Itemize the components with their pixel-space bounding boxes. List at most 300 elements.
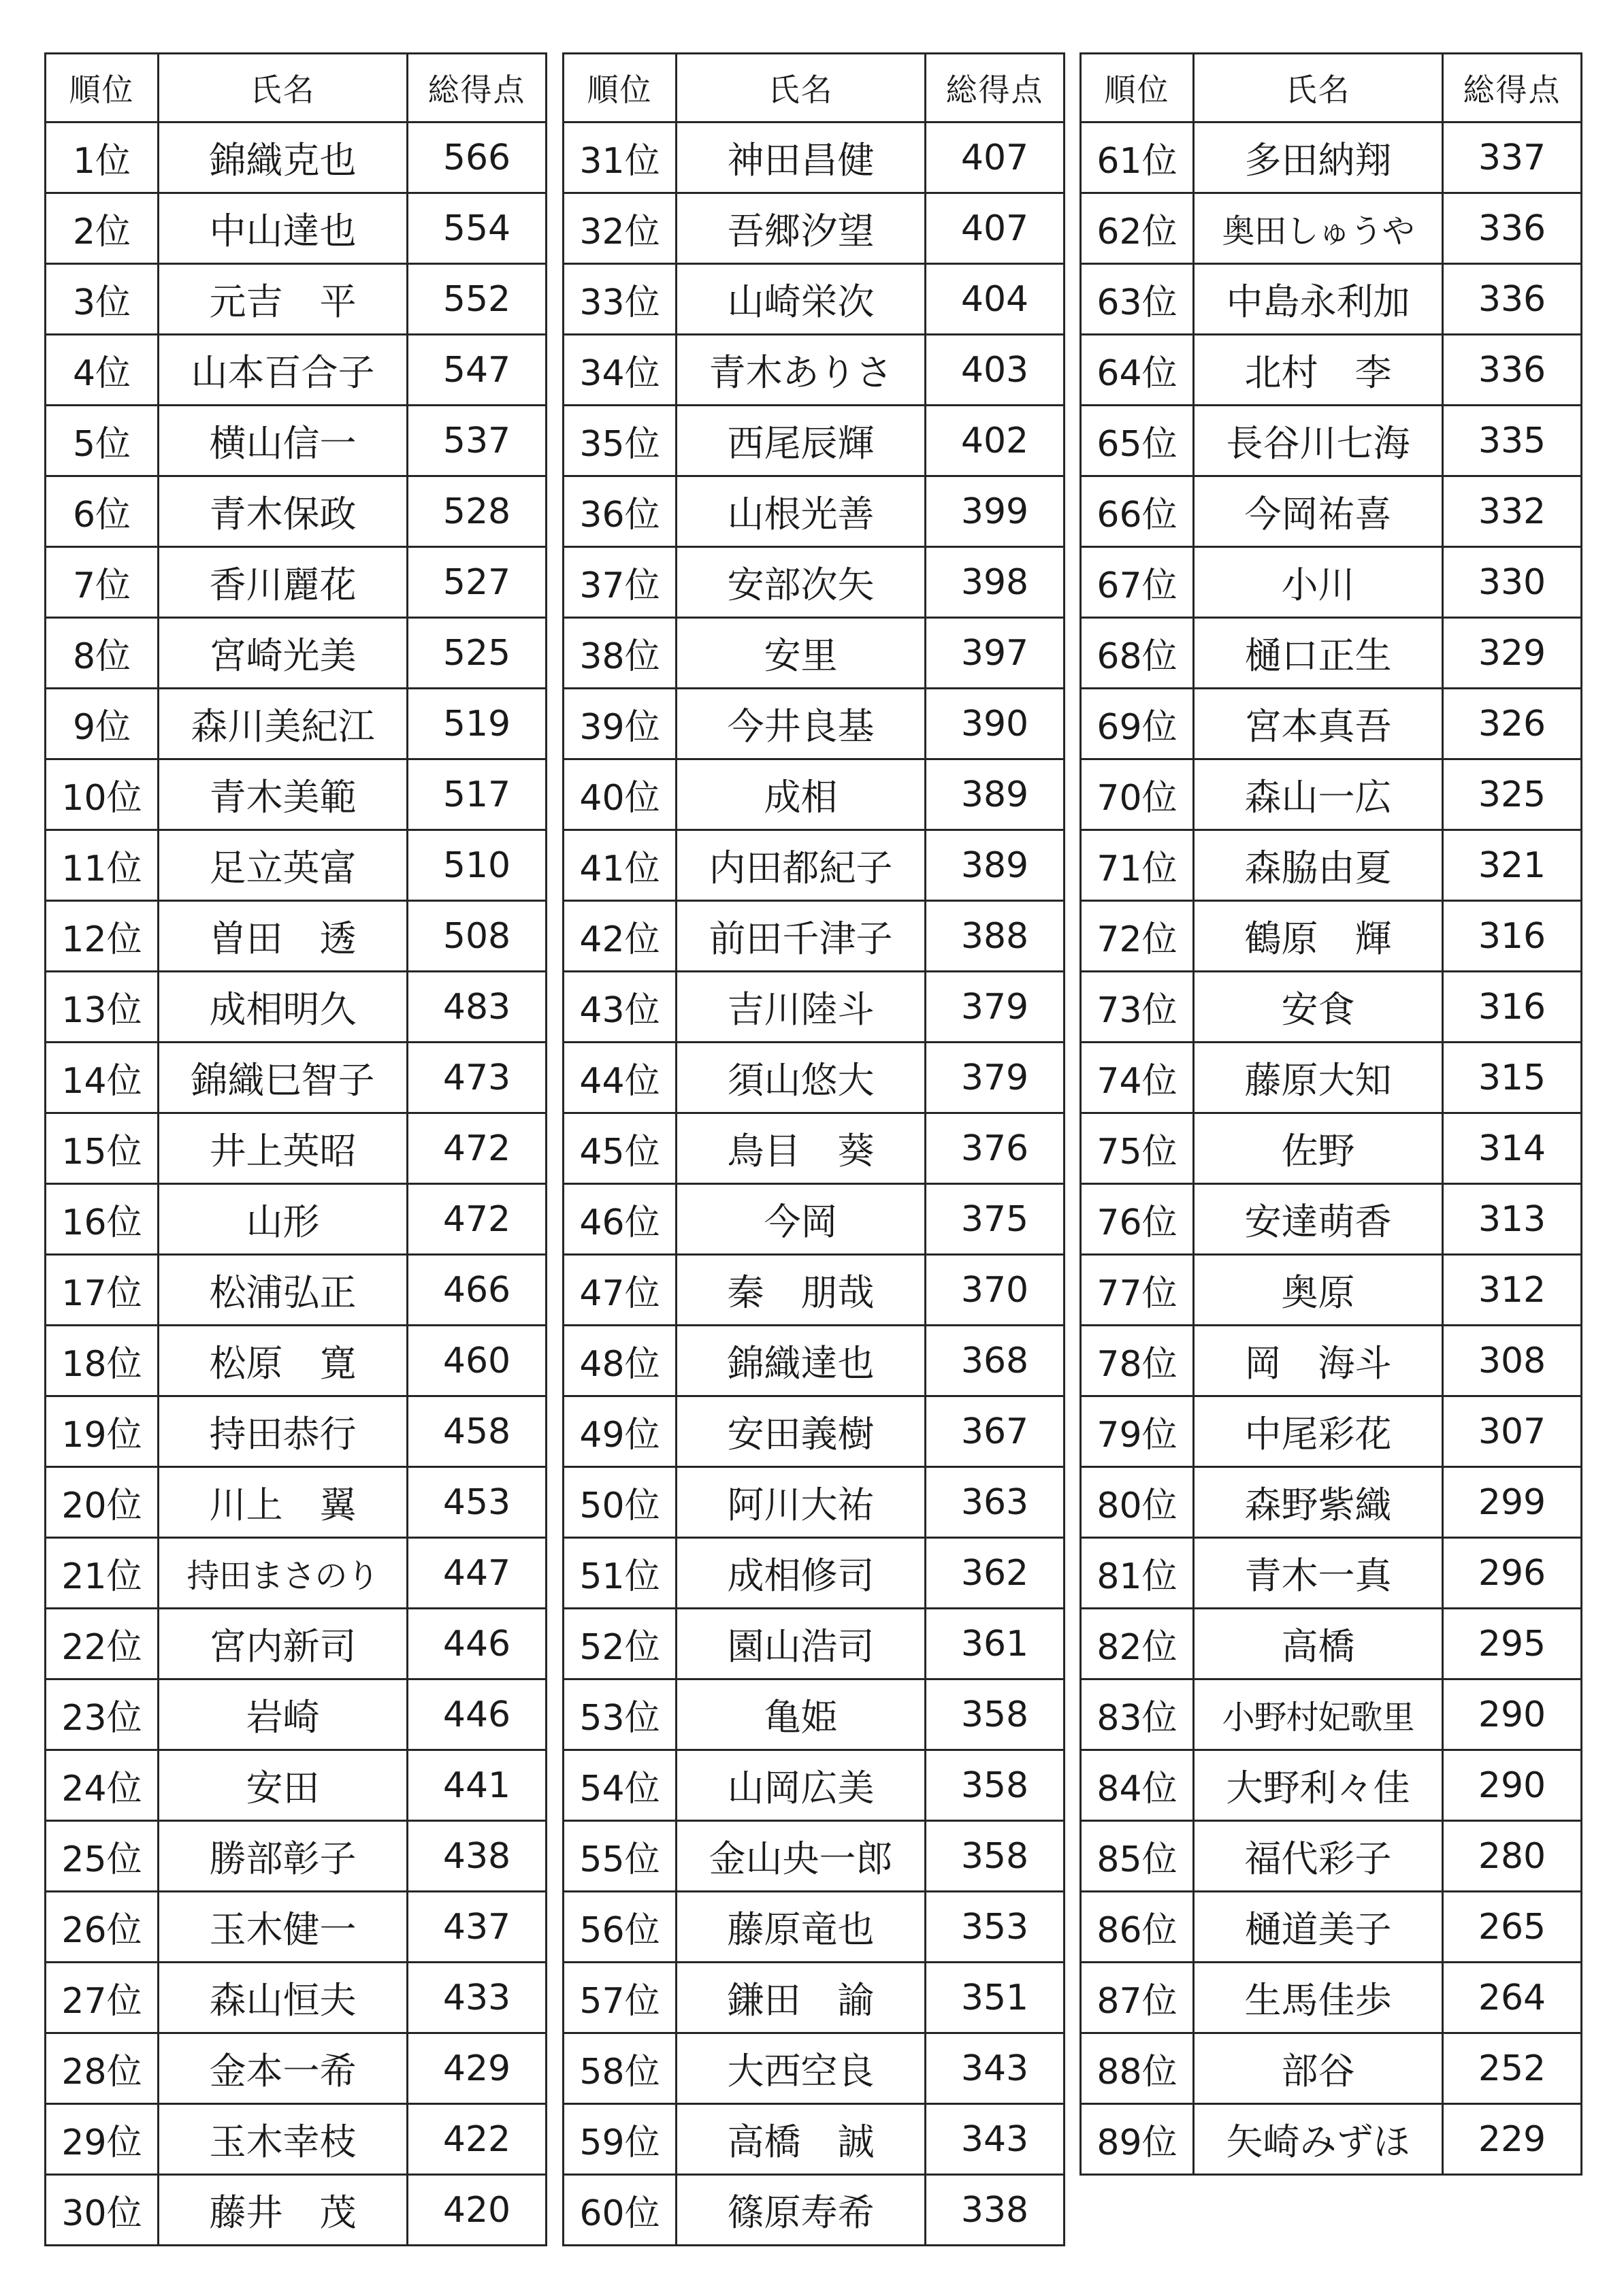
rank-cell: 86位 xyxy=(1081,1892,1194,1963)
rank-cell: 80位 xyxy=(1081,1467,1194,1538)
name-cell: 元吉 平 xyxy=(159,264,408,335)
table-row xyxy=(46,1043,547,1113)
name-cell: 森脇由夏 xyxy=(1194,830,1443,901)
rank-cell: 43位 xyxy=(564,972,677,1043)
table-row xyxy=(1081,972,1582,1043)
name-cell: 小野村妃歌里 xyxy=(1194,1679,1443,1750)
score-cell: 336 xyxy=(1443,335,1582,406)
name-cell: 生馬佳歩 xyxy=(1194,1963,1443,2033)
score-cell: 510 xyxy=(408,830,547,901)
rank-cell: 66位 xyxy=(1081,476,1194,547)
name-cell: 阿川大祐 xyxy=(677,1467,926,1538)
score-cell: 517 xyxy=(408,759,547,830)
rank-cell: 33位 xyxy=(564,264,677,335)
table-row xyxy=(564,1963,1065,2033)
name-cell: 今岡祐喜 xyxy=(1194,476,1443,547)
table-row xyxy=(1081,1326,1582,1396)
table-row xyxy=(564,264,1065,335)
rank-cell: 41位 xyxy=(564,830,677,901)
rank-cell: 40位 xyxy=(564,759,677,830)
name-cell: 内田都紀子 xyxy=(677,830,926,901)
name-cell: 山岡広美 xyxy=(677,1750,926,1821)
rank-cell: 59位 xyxy=(564,2104,677,2175)
table-row xyxy=(1081,1679,1582,1750)
name-cell: 成相 xyxy=(677,759,926,830)
rank-cell: 7位 xyxy=(46,547,159,618)
name-cell: 大野利々佳 xyxy=(1194,1750,1443,1821)
name-cell: 成相修司 xyxy=(677,1538,926,1609)
name-cell: 中島永利加 xyxy=(1194,264,1443,335)
score-cell: 295 xyxy=(1443,1609,1582,1679)
name-cell: 神田昌健 xyxy=(677,122,926,193)
table-row xyxy=(46,547,547,618)
score-cell: 446 xyxy=(408,1609,547,1679)
name-cell: 安部次矢 xyxy=(677,547,926,618)
name-cell: 鶴原 輝 xyxy=(1194,901,1443,972)
rank-cell: 12位 xyxy=(46,901,159,972)
rank-cell: 39位 xyxy=(564,689,677,759)
score-cell: 335 xyxy=(1443,406,1582,476)
rank-cell: 38位 xyxy=(564,618,677,689)
rank-cell: 48位 xyxy=(564,1326,677,1396)
score-cell: 389 xyxy=(926,759,1065,830)
name-cell: 足立英富 xyxy=(159,830,408,901)
score-cell: 473 xyxy=(408,1043,547,1113)
score-cell: 376 xyxy=(926,1113,1065,1184)
table-row xyxy=(564,1679,1065,1750)
name-cell: 岡 海斗 xyxy=(1194,1326,1443,1396)
score-cell: 315 xyxy=(1443,1043,1582,1113)
score-cell: 358 xyxy=(926,1750,1065,1821)
table-row xyxy=(1081,1043,1582,1113)
rank-cell: 36位 xyxy=(564,476,677,547)
rank-cell: 31位 xyxy=(564,122,677,193)
table-row xyxy=(46,406,547,476)
header-rank: 順位 xyxy=(1081,54,1194,122)
score-cell: 370 xyxy=(926,1255,1065,1326)
name-cell: 成相明久 xyxy=(159,972,408,1043)
score-cell: 407 xyxy=(926,122,1065,193)
score-cell: 326 xyxy=(1443,689,1582,759)
rank-cell: 69位 xyxy=(1081,689,1194,759)
table-row xyxy=(1081,547,1582,618)
name-cell: 藤原竜也 xyxy=(677,1892,926,1963)
rank-cell: 14位 xyxy=(46,1043,159,1113)
score-cell: 367 xyxy=(926,1396,1065,1467)
table-row xyxy=(46,1538,547,1609)
table-row xyxy=(46,1184,547,1255)
name-cell: 西尾辰輝 xyxy=(677,406,926,476)
name-cell: 篠原寿希 xyxy=(677,2175,926,2246)
rank-cell: 27位 xyxy=(46,1963,159,2033)
table-row xyxy=(46,1255,547,1326)
score-cell: 379 xyxy=(926,1043,1065,1113)
table-row xyxy=(564,1255,1065,1326)
rank-cell: 58位 xyxy=(564,2033,677,2104)
rank-cell: 68位 xyxy=(1081,618,1194,689)
table-row xyxy=(1081,2104,1582,2175)
score-cell: 361 xyxy=(926,1609,1065,1679)
table-row xyxy=(1081,1609,1582,1679)
score-cell: 460 xyxy=(408,1326,547,1396)
name-cell: 宮崎光美 xyxy=(159,618,408,689)
table-row xyxy=(1081,1184,1582,1255)
table-row xyxy=(564,1821,1065,1892)
table-row xyxy=(1081,1255,1582,1326)
table-row xyxy=(46,193,547,264)
name-cell: 長谷川七海 xyxy=(1194,406,1443,476)
table-row xyxy=(1081,830,1582,901)
table-row xyxy=(46,1963,547,2033)
rank-cell: 25位 xyxy=(46,1821,159,1892)
score-cell: 537 xyxy=(408,406,547,476)
table-row xyxy=(1081,1113,1582,1184)
table-row xyxy=(1081,1467,1582,1538)
rank-cell: 81位 xyxy=(1081,1538,1194,1609)
header-row xyxy=(564,54,1065,122)
table-row xyxy=(1081,1963,1582,2033)
name-cell: 中山達也 xyxy=(159,193,408,264)
table-row xyxy=(46,2033,547,2104)
rank-cell: 15位 xyxy=(46,1113,159,1184)
rank-cell: 49位 xyxy=(564,1396,677,1467)
rank-cell: 22位 xyxy=(46,1609,159,1679)
rank-cell: 45位 xyxy=(564,1113,677,1184)
rank-cell: 82位 xyxy=(1081,1609,1194,1679)
name-cell: 山本百合子 xyxy=(159,335,408,406)
score-cell: 229 xyxy=(1443,2104,1582,2175)
rank-cell: 16位 xyxy=(46,1184,159,1255)
rank-cell: 50位 xyxy=(564,1467,677,1538)
table-row xyxy=(46,830,547,901)
score-cell: 290 xyxy=(1443,1679,1582,1750)
score-cell: 447 xyxy=(408,1538,547,1609)
rank-cell: 4位 xyxy=(46,335,159,406)
score-cell: 397 xyxy=(926,618,1065,689)
name-cell: 安田義樹 xyxy=(677,1396,926,1467)
table-row xyxy=(564,1326,1065,1396)
table-row xyxy=(1081,1750,1582,1821)
score-cell: 453 xyxy=(408,1467,547,1538)
name-cell: 川上 翼 xyxy=(159,1467,408,1538)
table-row xyxy=(564,689,1065,759)
score-cell: 379 xyxy=(926,972,1065,1043)
header-rank: 順位 xyxy=(564,54,677,122)
table-row xyxy=(564,2033,1065,2104)
table-row xyxy=(564,2175,1065,2246)
score-cell: 403 xyxy=(926,335,1065,406)
score-cell: 264 xyxy=(1443,1963,1582,2033)
rank-cell: 77位 xyxy=(1081,1255,1194,1326)
table-row xyxy=(1081,2033,1582,2104)
table-row xyxy=(564,830,1065,901)
table-row xyxy=(46,1396,547,1467)
table-row xyxy=(564,122,1065,193)
rank-cell: 51位 xyxy=(564,1538,677,1609)
header-name: 氏名 xyxy=(1194,54,1443,122)
rank-cell: 62位 xyxy=(1081,193,1194,264)
rank-cell: 13位 xyxy=(46,972,159,1043)
name-cell: 吾郷汐望 xyxy=(677,193,926,264)
name-cell: 藤井 茂 xyxy=(159,2175,408,2246)
score-cell: 441 xyxy=(408,1750,547,1821)
table-row xyxy=(1081,618,1582,689)
table-row xyxy=(564,1538,1065,1609)
table-row xyxy=(46,689,547,759)
score-cell: 433 xyxy=(408,1963,547,2033)
name-cell: 藤原大知 xyxy=(1194,1043,1443,1113)
rank-cell: 52位 xyxy=(564,1609,677,1679)
table-row xyxy=(1081,689,1582,759)
name-cell: 小川 xyxy=(1194,547,1443,618)
rank-cell: 24位 xyxy=(46,1750,159,1821)
name-cell: 安田 xyxy=(159,1750,408,1821)
score-cell: 332 xyxy=(1443,476,1582,547)
name-cell: 高橋 xyxy=(1194,1609,1443,1679)
table-row xyxy=(46,1679,547,1750)
rank-cell: 54位 xyxy=(564,1750,677,1821)
rank-cell: 56位 xyxy=(564,1892,677,1963)
rank-cell: 76位 xyxy=(1081,1184,1194,1255)
name-cell: 青木保政 xyxy=(159,476,408,547)
rank-cell: 28位 xyxy=(46,2033,159,2104)
name-cell: 錦織巳智子 xyxy=(159,1043,408,1113)
score-cell: 422 xyxy=(408,2104,547,2175)
table-row xyxy=(1081,122,1582,193)
score-cell: 389 xyxy=(926,830,1065,901)
name-cell: 鳥目 葵 xyxy=(677,1113,926,1184)
rank-cell: 55位 xyxy=(564,1821,677,1892)
score-cell: 368 xyxy=(926,1326,1065,1396)
name-cell: 森川美紀江 xyxy=(159,689,408,759)
table-row xyxy=(1081,476,1582,547)
name-cell: 奥原 xyxy=(1194,1255,1443,1326)
name-cell: 岩崎 xyxy=(159,1679,408,1750)
rank-cell: 65位 xyxy=(1081,406,1194,476)
rank-cell: 71位 xyxy=(1081,830,1194,901)
name-cell: 亀姫 xyxy=(677,1679,926,1750)
score-cell: 390 xyxy=(926,689,1065,759)
name-cell: 樋道美子 xyxy=(1194,1892,1443,1963)
score-cell: 398 xyxy=(926,547,1065,618)
table-row xyxy=(46,1609,547,1679)
name-cell: 森野紫織 xyxy=(1194,1467,1443,1538)
table-row xyxy=(1081,1821,1582,1892)
rank-cell: 8位 xyxy=(46,618,159,689)
rank-cell: 63位 xyxy=(1081,264,1194,335)
name-cell: 宮本真吾 xyxy=(1194,689,1443,759)
score-cell: 466 xyxy=(408,1255,547,1326)
table-row xyxy=(564,547,1065,618)
rank-cell: 47位 xyxy=(564,1255,677,1326)
rank-cell: 78位 xyxy=(1081,1326,1194,1396)
score-cell: 321 xyxy=(1443,830,1582,901)
score-cell: 343 xyxy=(926,2033,1065,2104)
rank-cell: 84位 xyxy=(1081,1750,1194,1821)
name-cell: 奥田しゅうや xyxy=(1194,193,1443,264)
rank-cell: 79位 xyxy=(1081,1396,1194,1467)
rank-cell: 23位 xyxy=(46,1679,159,1750)
score-cell: 407 xyxy=(926,193,1065,264)
rank-cell: 61位 xyxy=(1081,122,1194,193)
table-row xyxy=(564,1750,1065,1821)
score-cell: 351 xyxy=(926,1963,1065,2033)
score-cell: 552 xyxy=(408,264,547,335)
score-cell: 375 xyxy=(926,1184,1065,1255)
name-cell: 大西空良 xyxy=(677,2033,926,2104)
table-row xyxy=(1081,193,1582,264)
score-cell: 307 xyxy=(1443,1396,1582,1467)
table-row xyxy=(1081,1396,1582,1467)
table-row xyxy=(46,264,547,335)
name-cell: 金本一希 xyxy=(159,2033,408,2104)
score-cell: 437 xyxy=(408,1892,547,1963)
score-cell: 446 xyxy=(408,1679,547,1750)
score-cell: 547 xyxy=(408,335,547,406)
rank-cell: 35位 xyxy=(564,406,677,476)
rank-cell: 87位 xyxy=(1081,1963,1194,2033)
table-row xyxy=(564,335,1065,406)
name-cell: 山崎栄次 xyxy=(677,264,926,335)
score-cell: 316 xyxy=(1443,972,1582,1043)
rank-cell: 10位 xyxy=(46,759,159,830)
rank-cell: 29位 xyxy=(46,2104,159,2175)
ranking-table-3 xyxy=(1079,52,1582,2176)
score-cell: 314 xyxy=(1443,1113,1582,1184)
score-cell: 420 xyxy=(408,2175,547,2246)
score-cell: 458 xyxy=(408,1396,547,1467)
score-cell: 325 xyxy=(1443,759,1582,830)
table-row xyxy=(46,476,547,547)
table-row xyxy=(564,1043,1065,1113)
rank-cell: 44位 xyxy=(564,1043,677,1113)
table-row xyxy=(46,1892,547,1963)
score-cell: 528 xyxy=(408,476,547,547)
table-row xyxy=(46,618,547,689)
name-cell: 吉川陸斗 xyxy=(677,972,926,1043)
score-cell: 358 xyxy=(926,1821,1065,1892)
name-cell: 安達萌香 xyxy=(1194,1184,1443,1255)
rank-cell: 3位 xyxy=(46,264,159,335)
score-cell: 337 xyxy=(1443,122,1582,193)
ranking-table-1 xyxy=(44,52,547,2246)
rank-cell: 21位 xyxy=(46,1538,159,1609)
rank-cell: 57位 xyxy=(564,1963,677,2033)
table-row xyxy=(564,2104,1065,2175)
score-cell: 358 xyxy=(926,1679,1065,1750)
score-cell: 290 xyxy=(1443,1750,1582,1821)
rank-cell: 85位 xyxy=(1081,1821,1194,1892)
name-cell: 玉木健一 xyxy=(159,1892,408,1963)
score-cell: 299 xyxy=(1443,1467,1582,1538)
rank-cell: 75位 xyxy=(1081,1113,1194,1184)
rank-cell: 88位 xyxy=(1081,2033,1194,2104)
rank-cell: 6位 xyxy=(46,476,159,547)
rank-cell: 18位 xyxy=(46,1326,159,1396)
score-cell: 525 xyxy=(408,618,547,689)
name-cell: 今井良基 xyxy=(677,689,926,759)
rank-cell: 9位 xyxy=(46,689,159,759)
score-cell: 519 xyxy=(408,689,547,759)
name-cell: 樋口正生 xyxy=(1194,618,1443,689)
score-cell: 312 xyxy=(1443,1255,1582,1326)
score-cell: 429 xyxy=(408,2033,547,2104)
name-cell: 今岡 xyxy=(677,1184,926,1255)
rank-cell: 70位 xyxy=(1081,759,1194,830)
name-cell: 錦織克也 xyxy=(159,122,408,193)
rank-cell: 83位 xyxy=(1081,1679,1194,1750)
rank-cell: 19位 xyxy=(46,1396,159,1467)
table-row xyxy=(564,1113,1065,1184)
name-cell: 北村 李 xyxy=(1194,335,1443,406)
name-cell: 曽田 透 xyxy=(159,901,408,972)
table-row xyxy=(564,1892,1065,1963)
score-cell: 296 xyxy=(1443,1538,1582,1609)
table-row xyxy=(46,122,547,193)
table-row xyxy=(46,1113,547,1184)
score-cell: 508 xyxy=(408,901,547,972)
table-row xyxy=(564,618,1065,689)
score-cell: 252 xyxy=(1443,2033,1582,2104)
rank-cell: 32位 xyxy=(564,193,677,264)
name-cell: 森山恒夫 xyxy=(159,1963,408,2033)
name-cell: 部谷 xyxy=(1194,2033,1443,2104)
header-name: 氏名 xyxy=(159,54,408,122)
name-cell: 安食 xyxy=(1194,972,1443,1043)
header-score: 総得点 xyxy=(1443,54,1582,122)
rank-cell: 42位 xyxy=(564,901,677,972)
rank-cell: 46位 xyxy=(564,1184,677,1255)
rank-cell: 34位 xyxy=(564,335,677,406)
score-cell: 316 xyxy=(1443,901,1582,972)
name-cell: 福代彩子 xyxy=(1194,1821,1443,1892)
table-row xyxy=(1081,1892,1582,1963)
rank-cell: 53位 xyxy=(564,1679,677,1750)
name-cell: 玉木幸枝 xyxy=(159,2104,408,2175)
table-row xyxy=(564,1467,1065,1538)
table-row xyxy=(564,901,1065,972)
name-cell: 松浦弘正 xyxy=(159,1255,408,1326)
table-row xyxy=(46,901,547,972)
name-cell: 矢崎みずほ xyxy=(1194,2104,1443,2175)
score-cell: 362 xyxy=(926,1538,1065,1609)
rank-cell: 64位 xyxy=(1081,335,1194,406)
table-row xyxy=(1081,759,1582,830)
name-cell: 須山悠大 xyxy=(677,1043,926,1113)
score-cell: 566 xyxy=(408,122,547,193)
table-row xyxy=(564,193,1065,264)
name-cell: 青木美範 xyxy=(159,759,408,830)
name-cell: 前田千津子 xyxy=(677,901,926,972)
table-row xyxy=(564,1396,1065,1467)
score-cell: 330 xyxy=(1443,547,1582,618)
score-cell: 336 xyxy=(1443,193,1582,264)
name-cell: 佐野 xyxy=(1194,1113,1443,1184)
name-cell: 鎌田 諭 xyxy=(677,1963,926,2033)
score-cell: 527 xyxy=(408,547,547,618)
header-score: 総得点 xyxy=(926,54,1065,122)
header-score: 総得点 xyxy=(408,54,547,122)
table-row xyxy=(46,2175,547,2246)
rank-cell: 1位 xyxy=(46,122,159,193)
rank-cell: 67位 xyxy=(1081,547,1194,618)
name-cell: 錦織達也 xyxy=(677,1326,926,1396)
table-row xyxy=(1081,1538,1582,1609)
name-cell: 持田まさのり xyxy=(159,1538,408,1609)
rank-cell: 26位 xyxy=(46,1892,159,1963)
rank-cell: 11位 xyxy=(46,830,159,901)
table-row xyxy=(46,759,547,830)
